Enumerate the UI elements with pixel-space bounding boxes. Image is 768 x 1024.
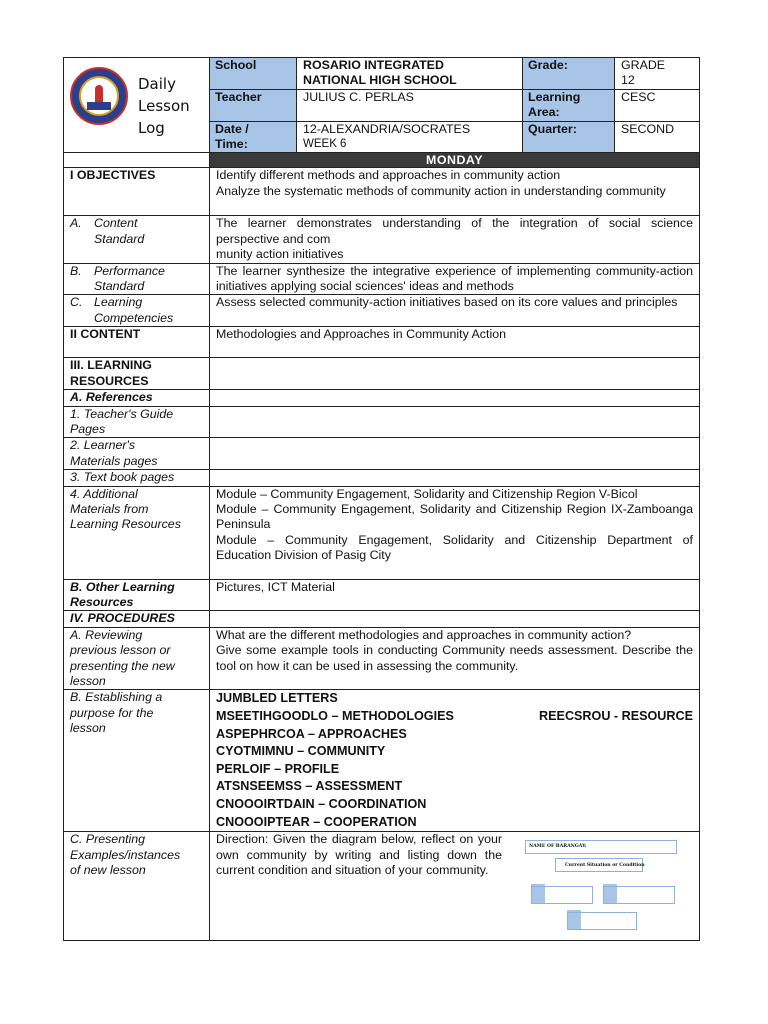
page-title: Daily Lesson Log [138,75,190,137]
other-resources-text: Pictures, ICT Material [216,579,335,594]
deped-seal-icon [70,67,128,125]
learning-competencies-text: Assess selected community-action initiatives based on its core values and principles [216,295,678,310]
content-row [64,327,700,358]
header-table [63,57,700,153]
learning-resources-row: III. LEARNING RESOURCES [64,358,700,390]
module-3: Module – Community Engagement, Solidarity and Citizenship Department of Education Division of Pasig City [216,532,693,563]
establishing-row: B. Establishing a purpose for the lesson JUMBLED LETTERS MSEETIHGOODLO – METHODOLOGIES REECSROU - RESOURCE ASPEPHRCOA – APPROACHES CYOTMIMNU – COMMUNITY PERLOIF – PROFILE ATSNSEEMSS – ASSESSMENT CNOOOIRTDAIN – COORDINATION CNOOOIPTEAR – COOPERATION [64,690,700,832]
learning-area-label: Learning Area: [523,89,615,121]
learning-area-value: CESC [615,89,700,121]
objectives-label: I OBJECTIVES [70,168,156,183]
lesson-table [63,152,700,941]
objective-1: Identify different methods and approaches in community action [216,168,561,183]
quarter-value: SECOND [615,121,700,153]
quarter-label: Quarter: [523,121,615,153]
jumbled-item: MSEETIHGOODLO – METHODOLOGIES [216,708,454,723]
learning-competencies-row: C. Learning Competencies Assess selected community-action initiatives based on its core values and principles [64,295,700,327]
references-row: A. References [64,390,700,406]
school-label: School [210,58,297,90]
day-header: MONDAY [210,153,700,168]
diagram-box-left [531,886,593,904]
jumbled-item: CYOTMIMNU – COMMUNITY [216,744,386,759]
content-standard-text-2: munity action initiatives [216,247,344,262]
performance-standard-text: The learner synthesize the integrative experience of implementing community-action initiatives applying social sciences' ideas and methods [216,263,693,294]
teacher-value: JULIUS C. PERLAS [297,89,523,121]
date-time-label: Date / Time: [210,121,297,153]
diagram-box-right [603,886,675,904]
presenting-row: C. Presenting Examples/instances of new lesson Direction: Given the diagram below, reflect on your own community by writing and listing down the current condition and situation of your community. NAME OF BARANGAY: Current Situation or Condition [64,832,700,941]
jumbled-item: CNOOOIPTEAR – COOPERATION [216,814,417,829]
objectives-row [64,168,700,216]
jumbled-title: JUMBLED LETTERS [216,691,338,706]
module-1: Module – Community Engagement, Solidarity and Citizenship Region V-Bicol [216,486,638,501]
jumbled-item: REECSROU - RESOURCE [539,708,693,723]
other-resources-row: B. Other Learning Resources Pictures, ICT Material [64,579,700,611]
content-label: II CONTENT [70,327,141,342]
module-2: Module – Community Engagement, Solidarity and Citizenship Region IX-Zamboanga Peninsula [216,501,693,532]
diagram-box-bottom [567,912,637,930]
performance-standard-row: B. Performance Standard The learner synthesize the integrative experience of implementing community-action initiatives applying social sciences' ideas and methods [64,263,700,295]
reviewing-question-1: What are the different methodologies and approaches in community action? [216,627,632,642]
content-text: Methodologies and Approaches in Community Action [216,327,506,342]
content-standard-text-1: The learner demonstrates understanding of the integration of social science perspective and com [216,216,693,246]
teacher-label: Teacher [210,89,297,121]
jumbled-item: CNOOOIRTDAIN – COORDINATION [216,796,427,811]
presenting-direction: Direction: Given the diagram below, reflect on your own community by writing and listing down the current condition and situation of your community. [216,832,502,877]
diagram-subtitle: Current Situation or Condition [565,863,645,869]
school-value: ROSARIO INTEGRATED NATIONAL HIGH SCHOOL [297,58,523,90]
jumbled-item: ASPEPHRCOA – APPROACHES [216,726,407,741]
diagram-title: NAME OF BARANGAY: [529,844,587,850]
additional-materials-row: 4. Additional Materials from Learning Resources Module – Community Engagement, Solidarity and Citizenship Region V-Bicol Module – Community Engagement, Solidarity and Citizenship Region IX-Zamboanga Peninsula Module – Community Engagement, Solidarity and Citizenship Department of Education Division of Pasig City [64,486,700,579]
procedures-row: IV. PROCEDURES [64,611,700,627]
textbook-pages-row: 3. Text book pages [64,470,700,486]
reviewing-question-2: Give some example tools in conducting Community needs assessment. Describe the tool on how it can be used in assessing the community. [216,643,693,673]
jumbled-item: PERLOIF – PROFILE [216,761,340,776]
reviewing-row: A. Reviewing previous lesson or presenting the new lesson What are the different methodologies and approaches in community action? Give some example tools in conducting Community needs assessment. Describe the tool on how it can be used in assessing the community. [64,627,700,690]
grade-value: GRADE 12 [615,58,700,90]
content-standard-row: A. Content Standard The learner demonstrates understanding of the integration of social science perspective and com munity action initiatives [64,216,700,263]
jumbled-letters [210,690,700,832]
jumbled-item: ATSNSEEMSS – ASSESSMENT [216,779,403,794]
date-time-value: 12-ALEXANDRIA/SOCRATES WEEK 6 [297,121,523,153]
grade-label: Grade: [523,58,615,90]
teachers-guide-row: 1. Teacher's Guide Pages [64,406,700,438]
daily-lesson-log [63,57,699,941]
objective-2: Analyze the systematic methods of community action in understanding community [216,183,666,198]
logo-cell [64,58,210,153]
community-diagram [525,840,689,940]
learners-materials-row: 2. Learner's Materials pages [64,438,700,470]
